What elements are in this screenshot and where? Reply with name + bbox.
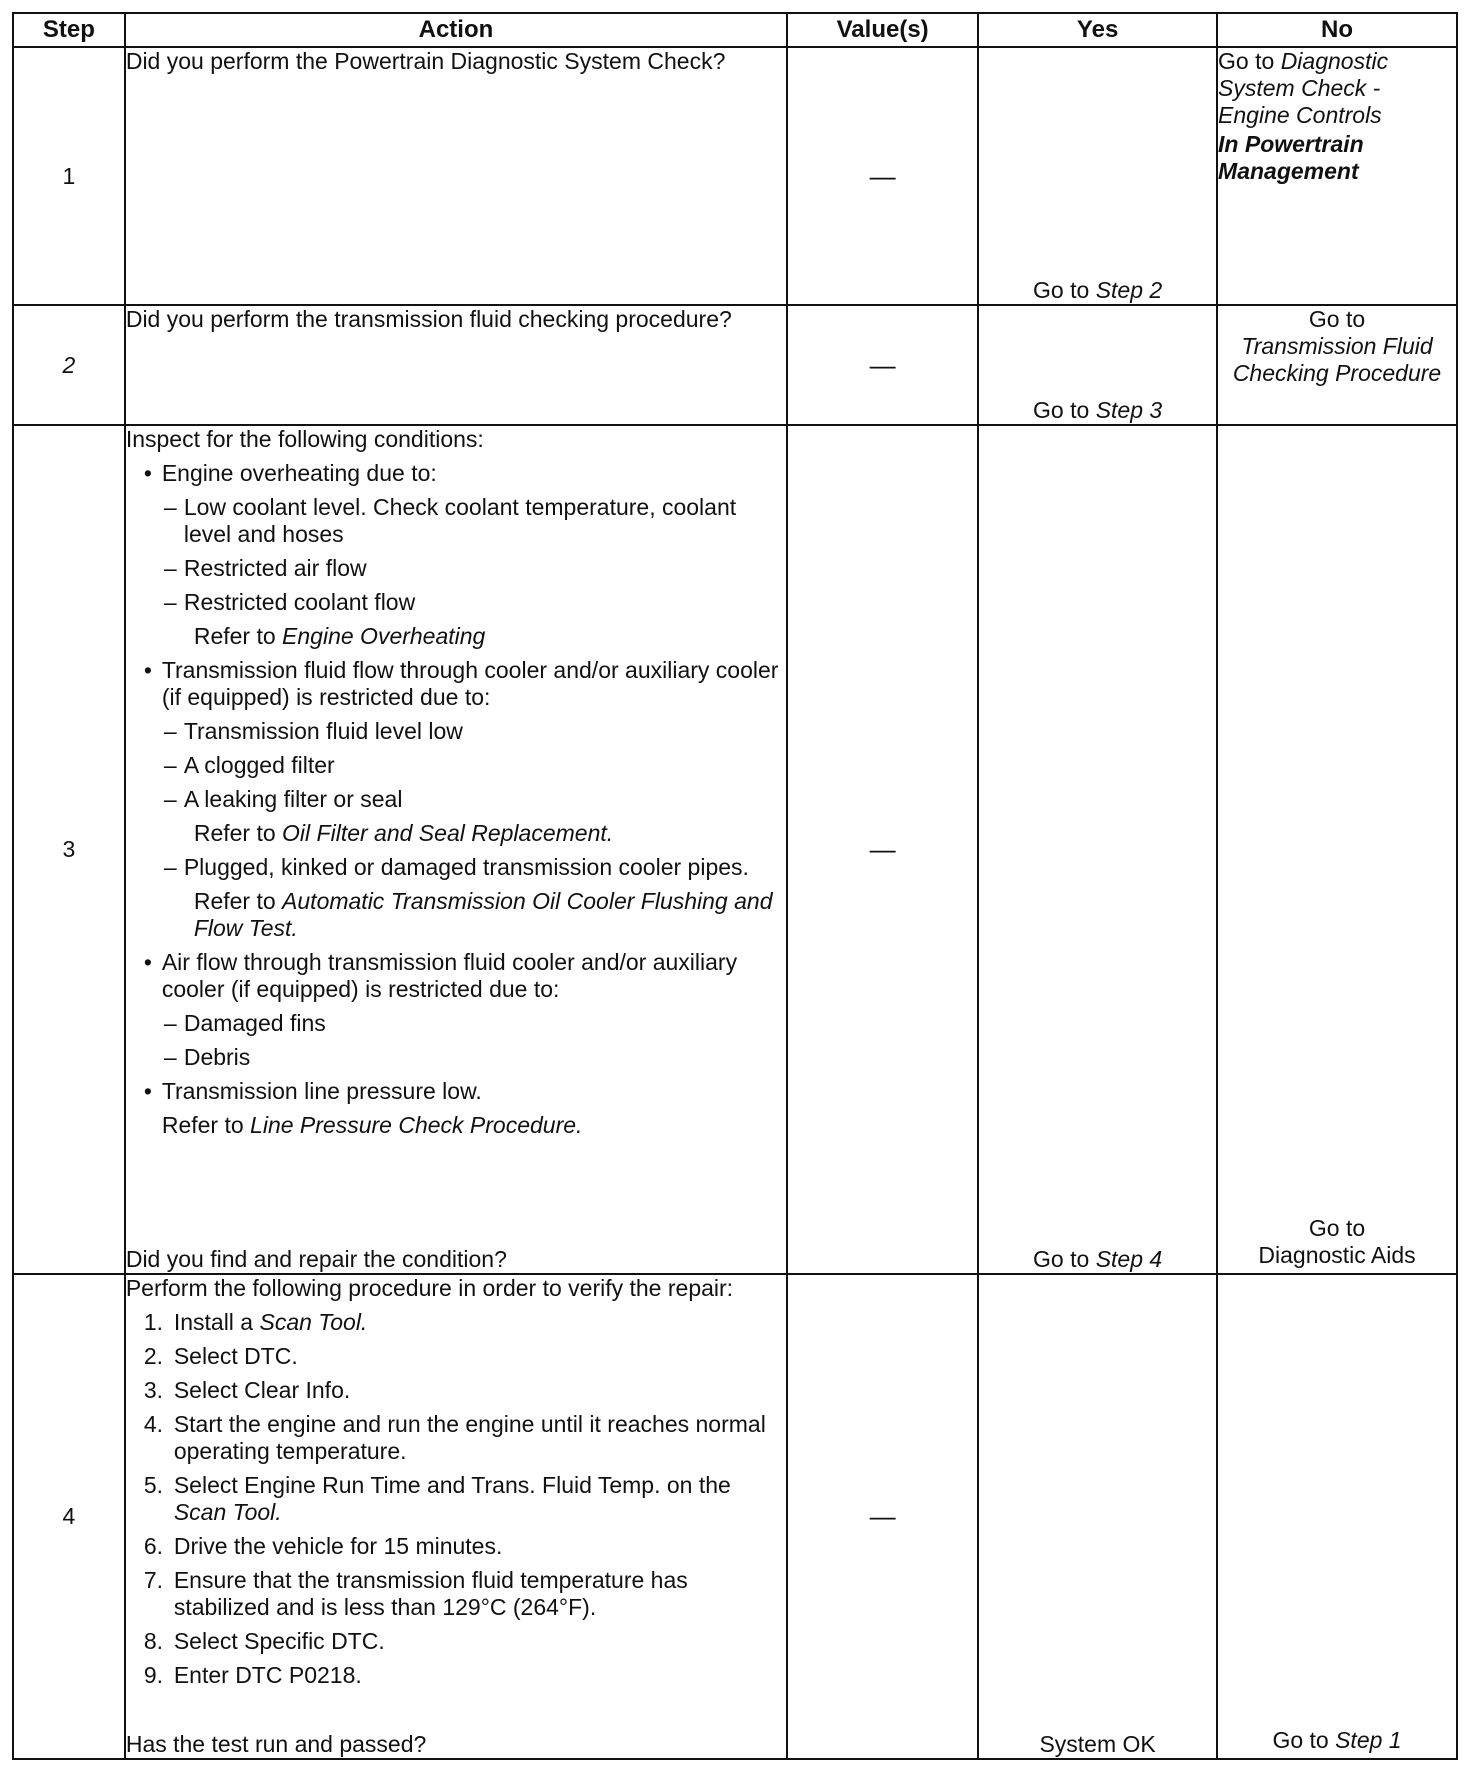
step-index: 7. (143, 1567, 164, 1594)
no-cell (1217, 1274, 1457, 1759)
bullet-text: Engine overheating due to: (161, 460, 437, 487)
bullet-text: Transmission line pressure low. (161, 1078, 482, 1105)
list-item: – Transmission fluid level low (162, 718, 786, 745)
yes-cell[interactable]: System OK (978, 1274, 1217, 1759)
action-cell (125, 47, 787, 305)
action-cell (125, 425, 787, 1274)
table-row (13, 47, 1457, 305)
list-item: – Damaged fins (162, 1010, 786, 1037)
no-link[interactable]: Diagnostic Aids (1258, 1242, 1416, 1269)
step-text: Start the engine and run the engine until it reaches normal operating temperature. (173, 1411, 766, 1465)
action-question: Did you perform the Powertrain Diagnostic System Check? (125, 48, 726, 74)
no-link[interactable]: Diagnostic System Check - Engine Controls (1218, 48, 1389, 128)
list-item: – Restricted air flow (162, 555, 786, 582)
refer-link[interactable]: Automatic Transmission Oil Cooler Flushing and Flow Test. (193, 888, 773, 942)
list-item (126, 1533, 786, 1560)
yes-prefix: Go to (1033, 1246, 1096, 1273)
list-item (126, 1472, 786, 1526)
step-text: Enter DTC P0218. (173, 1662, 362, 1689)
step-link[interactable]: Scan Tool. (173, 1499, 282, 1526)
step-index: 3. (143, 1377, 164, 1404)
no-link[interactable]: Step 1 (1335, 1727, 1402, 1753)
refer-link[interactable]: Engine Overheating (282, 623, 486, 650)
list-item (126, 949, 786, 1071)
step-text: Select Clear Info. (173, 1377, 351, 1404)
list-item (126, 460, 786, 650)
step-index: 5. (143, 1472, 164, 1499)
list-item: – Low coolant level. Check coolant temperature, coolant level and hoses (162, 494, 786, 548)
yes-link[interactable]: Step 3 (1095, 397, 1163, 424)
header-row (13, 13, 1457, 47)
step-text: Select DTC. (173, 1343, 298, 1370)
value-cell: — (787, 47, 978, 305)
list-item (162, 854, 786, 942)
no-prefix: Go to (1308, 1215, 1366, 1242)
yes-prefix: Go to (1033, 277, 1096, 304)
sub-list (162, 1010, 786, 1071)
list-item (126, 1078, 786, 1139)
header-step: Step (13, 13, 125, 47)
step-number: 1 (13, 47, 125, 305)
action-cell (125, 1274, 787, 1759)
refer-prefix: Refer to (161, 1112, 251, 1139)
list-item: – Debris (162, 1044, 786, 1071)
no-prefix: Go to (1272, 1727, 1336, 1753)
list-item: – Restricted coolant flow (162, 589, 786, 616)
header-no: No (1217, 13, 1457, 47)
yes-cell (978, 425, 1217, 1274)
bullet-text: Transmission fluid flow through cooler and/or auxiliary cooler (if equipped) is restricted due to: (161, 657, 779, 711)
action-cell (125, 305, 787, 425)
procedure-list (126, 1309, 786, 1689)
refer-line (184, 820, 786, 847)
list-item: – A clogged filter (162, 752, 786, 779)
no-prefix: Go to (1308, 306, 1366, 333)
list-item (126, 1662, 786, 1689)
step-text: Select Engine Run Time and Trans. Fluid Temp. on the (173, 1472, 731, 1499)
action-question: Did you find and repair the condition? (125, 1246, 507, 1273)
refer-link[interactable]: Line Pressure Check Procedure. (250, 1112, 583, 1139)
refer-prefix: Refer to (193, 820, 283, 847)
no-prefix: Go to (1218, 48, 1281, 74)
bullet-text: Air flow through transmission fluid cooler and/or auxiliary cooler (if equipped) is restricted due to: (161, 949, 738, 1003)
table-row (13, 1274, 1457, 1759)
list-item (126, 1628, 786, 1655)
step-number: 4 (13, 1274, 125, 1759)
list-item (126, 1411, 786, 1465)
refer-line (162, 1112, 786, 1139)
yes-cell (978, 47, 1217, 305)
action-body (126, 426, 786, 1139)
action-content (126, 426, 786, 1273)
sub-list (162, 494, 786, 616)
diagnostic-table-container (12, 12, 1458, 1760)
list-item (162, 786, 786, 847)
action-question: Has the test run and passed? (125, 1731, 427, 1757)
list-item (126, 1567, 786, 1621)
step-index: 2. (143, 1343, 164, 1370)
yes-link[interactable]: Step 2 (1095, 277, 1163, 304)
action-body (126, 1275, 786, 1689)
list-item (126, 1343, 786, 1370)
yes-link[interactable]: Step 4 (1095, 1246, 1163, 1273)
step-link[interactable]: Scan Tool. (259, 1309, 368, 1336)
list-item (126, 1309, 786, 1336)
list-item (126, 657, 786, 942)
header-yes: Yes (978, 13, 1217, 47)
value-cell: — (787, 425, 978, 1274)
yes-cell (978, 305, 1217, 425)
refer-line (184, 888, 786, 942)
step-index: 6. (143, 1533, 164, 1560)
refer-prefix: Refer to (193, 888, 283, 915)
action-question: Did you perform the transmission fluid checking procedure? (125, 306, 732, 333)
step-text: Drive the vehicle for 15 minutes. (173, 1533, 503, 1560)
refer-link[interactable]: Oil Filter and Seal Replacement. (282, 820, 614, 847)
list-item (126, 1377, 786, 1404)
step-index: 1. (143, 1309, 164, 1336)
table-row (13, 425, 1457, 1274)
step-text: Select Specific DTC. (173, 1628, 385, 1655)
action-intro: Perform the following procedure in order to verify the repair: (125, 1275, 734, 1302)
step-index: 4. (143, 1411, 164, 1438)
value-cell: — (787, 1274, 978, 1759)
dash-text: Plugged, kinked or damaged transmission cooler pipes. (183, 854, 749, 881)
step-index: 8. (143, 1628, 164, 1655)
dash-text: A leaking filter or seal (183, 786, 403, 813)
header-action: Action (125, 13, 787, 47)
refer-line (162, 623, 786, 650)
condition-list (126, 460, 786, 1139)
step-number: 3 (13, 425, 125, 1274)
action-intro: Inspect for the following conditions: (125, 426, 484, 453)
header-values: Value(s) (787, 13, 978, 47)
action-content (126, 1275, 786, 1758)
sub-list (162, 718, 786, 942)
step-text: Ensure that the transmission fluid temperature has stabilized and is less than 129°C (264°F). (173, 1567, 688, 1621)
diagnostic-table (12, 12, 1458, 1760)
no-cell (1217, 305, 1457, 425)
step-index: 9. (143, 1662, 164, 1689)
refer-prefix: Refer to (193, 623, 283, 650)
no-link[interactable]: Transmission Fluid Checking Procedure (1232, 333, 1442, 387)
step-text: Install a (173, 1309, 260, 1336)
value-cell: — (787, 305, 978, 425)
table-row (13, 305, 1457, 425)
step-number: 2 (13, 305, 125, 425)
no-cell (1217, 47, 1457, 305)
no-cell (1217, 425, 1457, 1274)
yes-prefix: Go to (1033, 397, 1096, 424)
no-link-bold[interactable]: In Powertrain Management (1218, 131, 1364, 184)
